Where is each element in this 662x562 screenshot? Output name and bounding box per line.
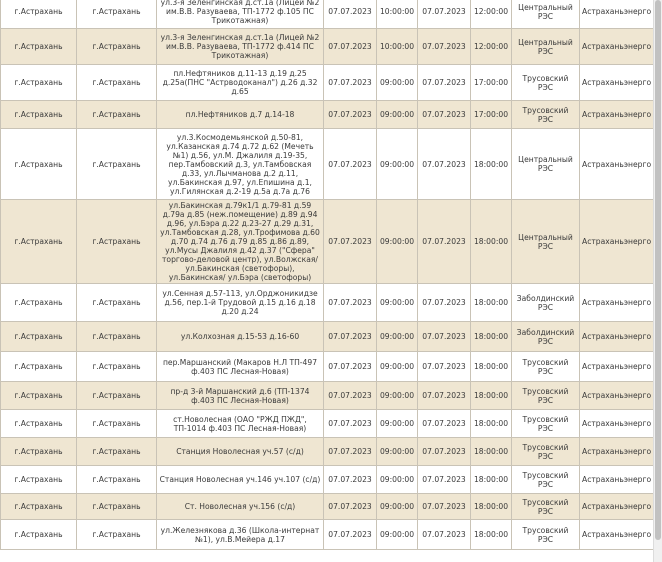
- start-date-cell: 07.07.2023: [324, 200, 377, 284]
- organization-cell: Астраханьэнерго: [580, 382, 654, 410]
- end-time-cell: 18:00:00: [471, 466, 512, 494]
- city-cell: г.Астрахань: [77, 494, 157, 520]
- end-time-cell: 12:00:00: [471, 0, 512, 29]
- address-cell: пр-д 3-й Маршанский д.6 (ТП-1374 ф.403 ПС Лесная-Новая): [157, 382, 324, 410]
- end-date-cell: 07.07.2023: [418, 494, 471, 520]
- end-date-cell: 07.07.2023: [418, 352, 471, 382]
- city-cell: г.Астрахань: [77, 200, 157, 284]
- end-date-cell: 07.07.2023: [418, 466, 471, 494]
- address-cell: ст.Новолесная (ОАО "РЖД ПЖД", ТП-1014 ф.403 ПС Лесная-Новая): [157, 410, 324, 438]
- region-cell: г.Астрахань: [1, 382, 77, 410]
- start-date-cell: 07.07.2023: [324, 29, 377, 65]
- table-row: [1, 129, 654, 200]
- res-cell: Центральный РЭС: [512, 0, 580, 29]
- start-time-cell: 09:00:00: [377, 438, 418, 466]
- start-date-cell: 07.07.2023: [324, 0, 377, 29]
- res-cell: Центральный РЭС: [512, 29, 580, 65]
- res-cell: Заболдинский РЭС: [512, 322, 580, 352]
- end-time-cell: 18:00:00: [471, 129, 512, 200]
- start-time-cell: 09:00:00: [377, 466, 418, 494]
- address-cell: ул.3.Космодемьянской д.50-81, ул.Казанская д.74 д.72 д.62 (Мечеть №1) д.56, ул.М. Джалиля д.19-35, пер.Тамбовский д.3, ул.Тамбовская д.33, ул.Лычманова д.2 д.11, ул.Бакинская д.97, ул.Епишина д.1, ул.Гилянская д.2-19 д.5а д.7а д.76: [157, 129, 324, 200]
- start-date-cell: 07.07.2023: [324, 101, 377, 129]
- region-cell: г.Астрахань: [1, 438, 77, 466]
- table-row: [1, 29, 654, 65]
- city-cell: г.Астрахань: [77, 129, 157, 200]
- end-date-cell: 07.07.2023: [418, 200, 471, 284]
- start-time-cell: 09:00:00: [377, 129, 418, 200]
- city-cell: г.Астрахань: [77, 29, 157, 65]
- end-date-cell: 07.07.2023: [418, 322, 471, 352]
- region-cell: г.Астрахань: [1, 29, 77, 65]
- res-cell: Трусовский РЭС: [512, 520, 580, 550]
- table-row: [1, 494, 654, 520]
- city-cell: г.Астрахань: [77, 284, 157, 322]
- table-row: [1, 200, 654, 284]
- city-cell: г.Астрахань: [77, 520, 157, 550]
- end-time-cell: 18:00:00: [471, 352, 512, 382]
- organization-cell: Астраханьэнерго: [580, 352, 654, 382]
- end-time-cell: 17:00:00: [471, 65, 512, 101]
- start-date-cell: 07.07.2023: [324, 466, 377, 494]
- start-time-cell: 09:00:00: [377, 410, 418, 438]
- table-row: [1, 322, 654, 352]
- start-date-cell: 07.07.2023: [324, 410, 377, 438]
- table-row: [1, 438, 654, 466]
- end-date-cell: 07.07.2023: [418, 520, 471, 550]
- address-cell: ул.Колхозная д.15-53 д.16-60: [157, 322, 324, 352]
- end-date-cell: 07.07.2023: [418, 101, 471, 129]
- start-time-cell: 10:00:00: [377, 29, 418, 65]
- start-time-cell: 09:00:00: [377, 200, 418, 284]
- res-cell: Трусовский РЭС: [512, 65, 580, 101]
- city-cell: г.Астрахань: [77, 0, 157, 29]
- start-date-cell: 07.07.2023: [324, 322, 377, 352]
- region-cell: г.Астрахань: [1, 466, 77, 494]
- organization-cell: Астраханьэнерго: [580, 101, 654, 129]
- res-cell: Трусовский РЭС: [512, 101, 580, 129]
- address-cell: пл.Нефтяников д.7 д.14-18: [157, 101, 324, 129]
- start-date-cell: 07.07.2023: [324, 382, 377, 410]
- address-cell: ул.3-я Зеленгинская д.ст.1а (Лицей №2 им.В.В. Разуваева, ТП-1772 ф.414 ПС Трикотажная): [157, 29, 324, 65]
- res-cell: Центральный РЭС: [512, 129, 580, 200]
- city-cell: г.Астрахань: [77, 382, 157, 410]
- city-cell: г.Астрахань: [77, 101, 157, 129]
- city-cell: г.Астрахань: [77, 322, 157, 352]
- res-cell: Заболдинский РЭС: [512, 284, 580, 322]
- region-cell: г.Астрахань: [1, 410, 77, 438]
- end-date-cell: 07.07.2023: [418, 65, 471, 101]
- end-time-cell: 18:00:00: [471, 410, 512, 438]
- city-cell: г.Астрахань: [77, 438, 157, 466]
- table-row: [1, 65, 654, 101]
- start-date-cell: 07.07.2023: [324, 438, 377, 466]
- start-time-cell: 09:00:00: [377, 101, 418, 129]
- end-date-cell: 07.07.2023: [418, 129, 471, 200]
- table-row: [1, 382, 654, 410]
- end-time-cell: 18:00:00: [471, 494, 512, 520]
- end-time-cell: 18:00:00: [471, 520, 512, 550]
- address-cell: Станция Новолесная уч.146 уч.107 (с/д): [157, 466, 324, 494]
- end-date-cell: 07.07.2023: [418, 382, 471, 410]
- end-time-cell: 18:00:00: [471, 284, 512, 322]
- city-cell: г.Астрахань: [77, 466, 157, 494]
- address-cell: ул.Сенная д.57-113, ул.Орджоникидзе д.56, пер.1-й Трудовой д.15 д.16 д.18 д.20 д.24: [157, 284, 324, 322]
- scrollbar-thumb[interactable]: [655, 0, 661, 540]
- organization-cell: Астраханьэнерго: [580, 520, 654, 550]
- region-cell: г.Астрахань: [1, 494, 77, 520]
- city-cell: г.Астрахань: [77, 352, 157, 382]
- res-cell: Трусовский РЭС: [512, 352, 580, 382]
- organization-cell: Астраханьэнерго: [580, 200, 654, 284]
- vertical-scrollbar[interactable]: [653, 0, 662, 562]
- table-row: [1, 466, 654, 494]
- start-time-cell: 09:00:00: [377, 352, 418, 382]
- end-date-cell: 07.07.2023: [418, 0, 471, 29]
- start-date-cell: 07.07.2023: [324, 494, 377, 520]
- start-date-cell: 07.07.2023: [324, 65, 377, 101]
- organization-cell: Астраханьэнерго: [580, 65, 654, 101]
- region-cell: г.Астрахань: [1, 352, 77, 382]
- region-cell: г.Астрахань: [1, 284, 77, 322]
- organization-cell: Астраханьэнерго: [580, 322, 654, 352]
- start-date-cell: 07.07.2023: [324, 352, 377, 382]
- end-time-cell: 18:00:00: [471, 322, 512, 352]
- address-cell: ул.Бакинская д.79к1/1 д.79-81 д.59 д.79а д.85 (неж.помещение) д.89 д.94 д.96, ул.Бэра д.22 д.23-27 д.29 д.31, ул.Тамбовская д.28, ул.Трофимова д.60 д.70 д.74 д.76 д.79 д.85 д.86 д.89, ул.Мусы Джалиля д.42 д.37 ("Сфера" торгово-деловой центр), ул.Волжская/ ул.Бакинская (светофоры), ул.Бакинская/ ул.Бэра (светофоры): [157, 200, 324, 284]
- organization-cell: Астраханьэнерго: [580, 29, 654, 65]
- region-cell: г.Астрахань: [1, 200, 77, 284]
- end-time-cell: 18:00:00: [471, 438, 512, 466]
- address-cell: ул.3-я Зеленгинская д.ст.1а (Лицей №2 им.В.В. Разуваева, ТП-1772 ф.105 ПС Трикотажная): [157, 0, 324, 29]
- organization-cell: Астраханьэнерго: [580, 410, 654, 438]
- address-cell: пер.Маршанский (Макаров Н.Л ТП-497 ф.403 ПС Лесная-Новая): [157, 352, 324, 382]
- end-time-cell: 12:00:00: [471, 29, 512, 65]
- end-time-cell: 18:00:00: [471, 382, 512, 410]
- table-row: [1, 284, 654, 322]
- res-cell: Трусовский РЭС: [512, 438, 580, 466]
- table-row: [1, 0, 654, 29]
- organization-cell: Астраханьэнерго: [580, 129, 654, 200]
- res-cell: Трусовский РЭС: [512, 410, 580, 438]
- address-cell: Станция Новолесная уч.57 (с/д): [157, 438, 324, 466]
- region-cell: г.Астрахань: [1, 322, 77, 352]
- region-cell: г.Астрахань: [1, 129, 77, 200]
- end-time-cell: 17:00:00: [471, 101, 512, 129]
- organization-cell: Астраханьэнерго: [580, 494, 654, 520]
- organization-cell: Астраханьэнерго: [580, 438, 654, 466]
- city-cell: г.Астрахань: [77, 65, 157, 101]
- start-time-cell: 09:00:00: [377, 382, 418, 410]
- start-time-cell: 09:00:00: [377, 494, 418, 520]
- region-cell: г.Астрахань: [1, 520, 77, 550]
- city-cell: г.Астрахань: [77, 410, 157, 438]
- end-date-cell: 07.07.2023: [418, 29, 471, 65]
- start-time-cell: 09:00:00: [377, 322, 418, 352]
- start-date-cell: 07.07.2023: [324, 284, 377, 322]
- region-cell: г.Астрахань: [1, 65, 77, 101]
- res-cell: Трусовский РЭС: [512, 494, 580, 520]
- table-row: [1, 520, 654, 550]
- region-cell: г.Астрахань: [1, 0, 77, 29]
- organization-cell: Астраханьэнерго: [580, 0, 654, 29]
- end-date-cell: 07.07.2023: [418, 410, 471, 438]
- table-row: [1, 352, 654, 382]
- region-cell: г.Астрахань: [1, 101, 77, 129]
- address-cell: пл.Нефтяников д.11-13 д.19 д.25 д.25а(ПНС "Астрводоканал") д.26 д.32 д.65: [157, 65, 324, 101]
- end-date-cell: 07.07.2023: [418, 438, 471, 466]
- organization-cell: Астраханьэнерго: [580, 466, 654, 494]
- start-date-cell: 07.07.2023: [324, 129, 377, 200]
- start-time-cell: 10:00:00: [377, 0, 418, 29]
- res-cell: Центральный РЭС: [512, 200, 580, 284]
- address-cell: Ст. Новолесная уч.156 (с/д): [157, 494, 324, 520]
- table-row: [1, 410, 654, 438]
- start-time-cell: 09:00:00: [377, 65, 418, 101]
- end-time-cell: 18:00:00: [471, 200, 512, 284]
- start-time-cell: 09:00:00: [377, 520, 418, 550]
- start-time-cell: 09:00:00: [377, 284, 418, 322]
- end-date-cell: 07.07.2023: [418, 284, 471, 322]
- res-cell: Трусовский РЭС: [512, 466, 580, 494]
- start-date-cell: 07.07.2023: [324, 520, 377, 550]
- organization-cell: Астраханьэнерго: [580, 284, 654, 322]
- address-cell: ул.Железнякова д.36 (Школа-интернат №1), ул.В.Мейера д.17: [157, 520, 324, 550]
- table-row: [1, 101, 654, 129]
- res-cell: Трусовский РЭС: [512, 382, 580, 410]
